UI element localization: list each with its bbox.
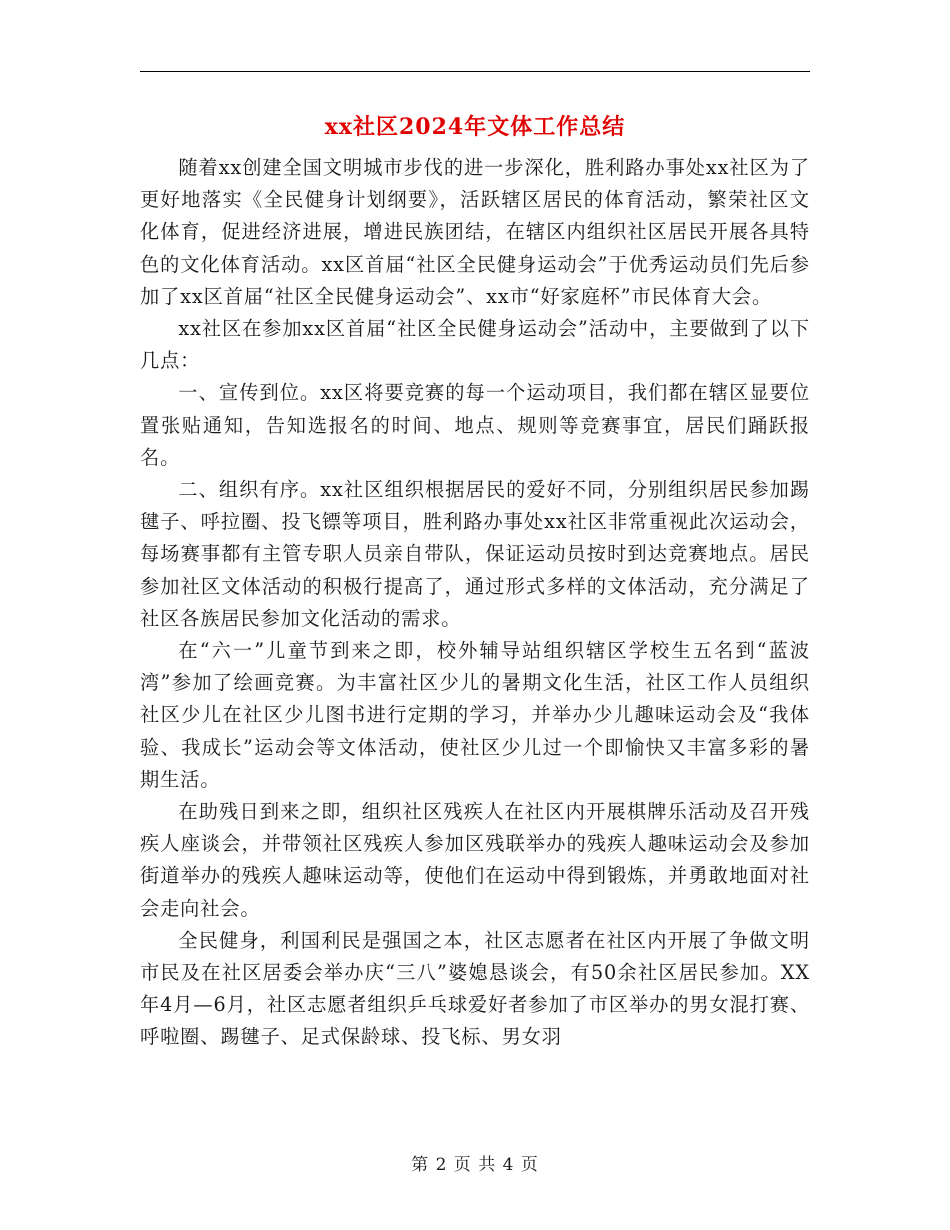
body-paragraph: 在助残日到来之即，组织社区残疾人在社区内开展棋牌乐活动及召开残疾人座谈会，并带领社区残疾人参加区残联举办的残疾人趣味运动会及参加街道举办的残疾人趣味运动等，使他们在运动中得到锻炼，并勇敢地面对社会走向社会。 <box>140 800 810 920</box>
body-paragraph: 二、组织有序。xx社区组织根据居民的爱好不同，分别组织居民参加踢毽子、呼拉圈、投飞镖等项目，胜利路办事处xx社区非常重视此次运动会，每场赛事都有主管专职人员亲自带队，保证运动员按时到达竞赛地点。居民参加社区文体活动的积极行提高了，通过形式多样的文体活动，充分满足了社区各族居民参加文化活动的需求。 <box>140 478 810 630</box>
body-paragraph: xx社区在参加xx区首届“社区全民健身运动会”活动中，主要做到了以下几点： <box>140 317 810 373</box>
body-paragraph: 随着xx创建全国文明城市步伐的进一步深化，胜利路办事处xx社区为了更好地落实《全民健身计划纲要》，活跃辖区居民的体育活动，繁荣社区文化体育，促进经济进展，增进民族团结，在辖区内组织社区居民开展各具特色的文化体育活动。xx区首届“社区全民健身运动会”于优秀运动员们先后参加了xx区首届“社区全民健身运动会”、xx市“好家庭杯”市民体育大会。 <box>140 156 810 308</box>
document-title: xx社区2024年文体工作总结 <box>324 114 626 140</box>
body-paragraph: 在“六一”儿童节到来之即，校外辅导站组织辖区学校生五名到“蓝波湾”参加了绘画竞赛。为丰富社区少儿的暑期文化生活，社区工作人员组织社区少儿在社区少儿图书进行定期的学习，并举办少儿趣味运动会及“我体验、我成长”运动会等文体活动，使社区少儿过一个即愉快又丰富多彩的暑期生活。 <box>140 639 810 791</box>
page-number: 第 2 页 共 4 页 <box>411 1155 539 1175</box>
document-body <box>140 152 810 1054</box>
body-paragraph: 全民健身，利国利民是强国之本，社区志愿者在社区内开展了争做文明市民及在社区居委会举办庆“三八”婆媳恳谈会，有50余社区居民参加。XX年4月—6月，社区志愿者组织乒乓球爱好者参加了市区举办的男女混打赛、呼啦圈、踢毽子、足式保龄球、投飞标、男女羽 <box>140 928 810 1049</box>
header-rule <box>140 71 810 72</box>
body-paragraph: 一、宣传到位。xx区将要竞赛的每一个运动项目，我们都在辖区显要位置张贴通知，告知选报名的时间、地点、规则等竞赛事宜，居民们踊跃报名。 <box>140 381 810 469</box>
